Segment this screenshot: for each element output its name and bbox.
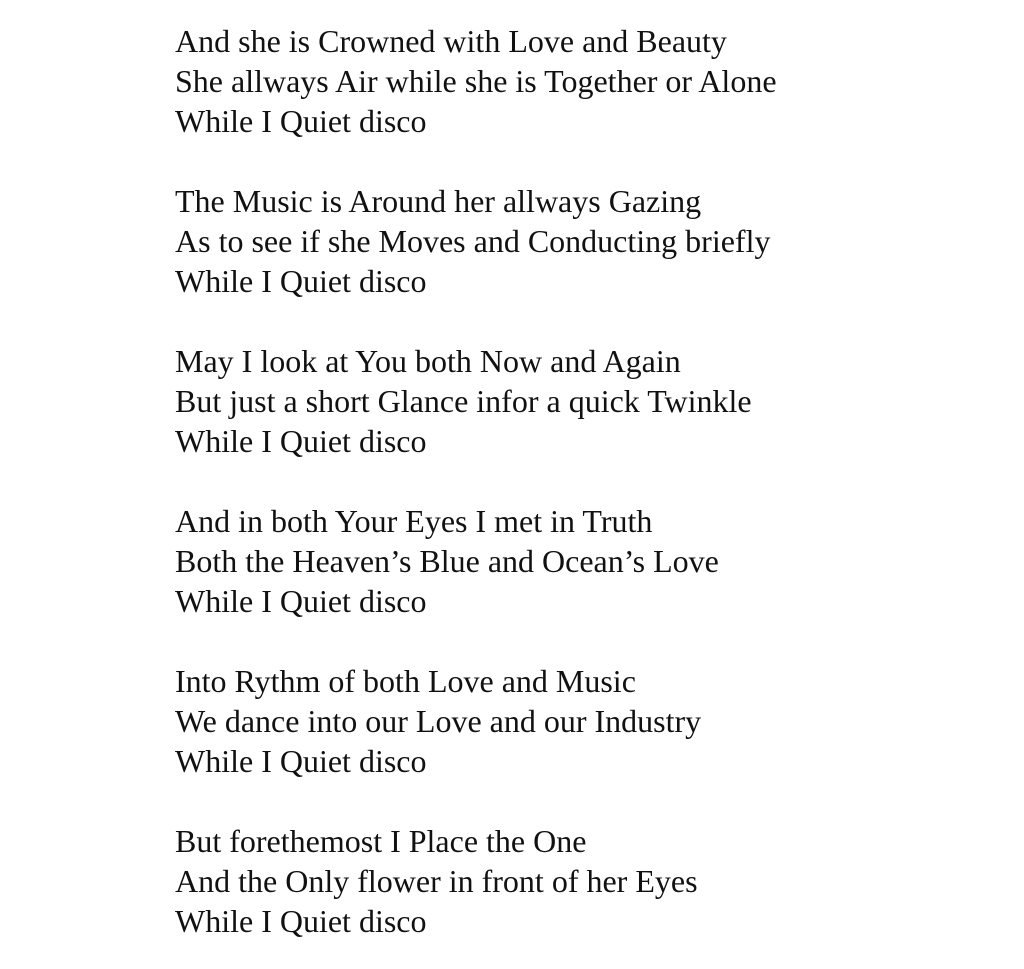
stanza-3 — [175, 341, 995, 461]
poem-line: She allways Air while she is Together or Alone — [175, 63, 777, 99]
poem-line: And in both Your Eyes I met in Truth — [175, 503, 653, 539]
poem-line: We dance into our Love and our Industry — [175, 703, 702, 739]
poem-line: As to see if she Moves and Conducting briefly — [175, 223, 771, 259]
poem-line: The Music is Around her allways Gazing — [175, 183, 702, 219]
poem-line: But forethemost I Place the One — [175, 823, 587, 859]
poem-line: While I Quiet disco — [175, 903, 427, 939]
poem-line: Both the Heaven’s Blue and Ocean’s Love — [175, 543, 719, 579]
poem-line: And she is Crowned with Love and Beauty — [175, 23, 727, 59]
poem-line: May I look at You both Now and Again — [175, 343, 681, 379]
poem-line: While I Quiet disco — [175, 583, 427, 619]
poem-line: Into Rythm of both Love and Music — [175, 663, 636, 699]
stanza-5 — [175, 661, 995, 781]
poem-line: While I Quiet disco — [175, 743, 427, 779]
stanza-6 — [175, 821, 995, 941]
poem-line: While I Quiet disco — [175, 423, 427, 459]
poem-line: While I Quiet disco — [175, 103, 427, 139]
stanza-2 — [175, 181, 995, 301]
poem-line: But just a short Glance infor a quick Twinkle — [175, 383, 752, 419]
stanza-4 — [175, 501, 995, 621]
poem-line: While I Quiet disco — [175, 263, 427, 299]
poem-text — [175, 21, 995, 941]
poem-line: And the Only flower in front of her Eyes — [175, 863, 698, 899]
stanza-1 — [175, 21, 995, 141]
